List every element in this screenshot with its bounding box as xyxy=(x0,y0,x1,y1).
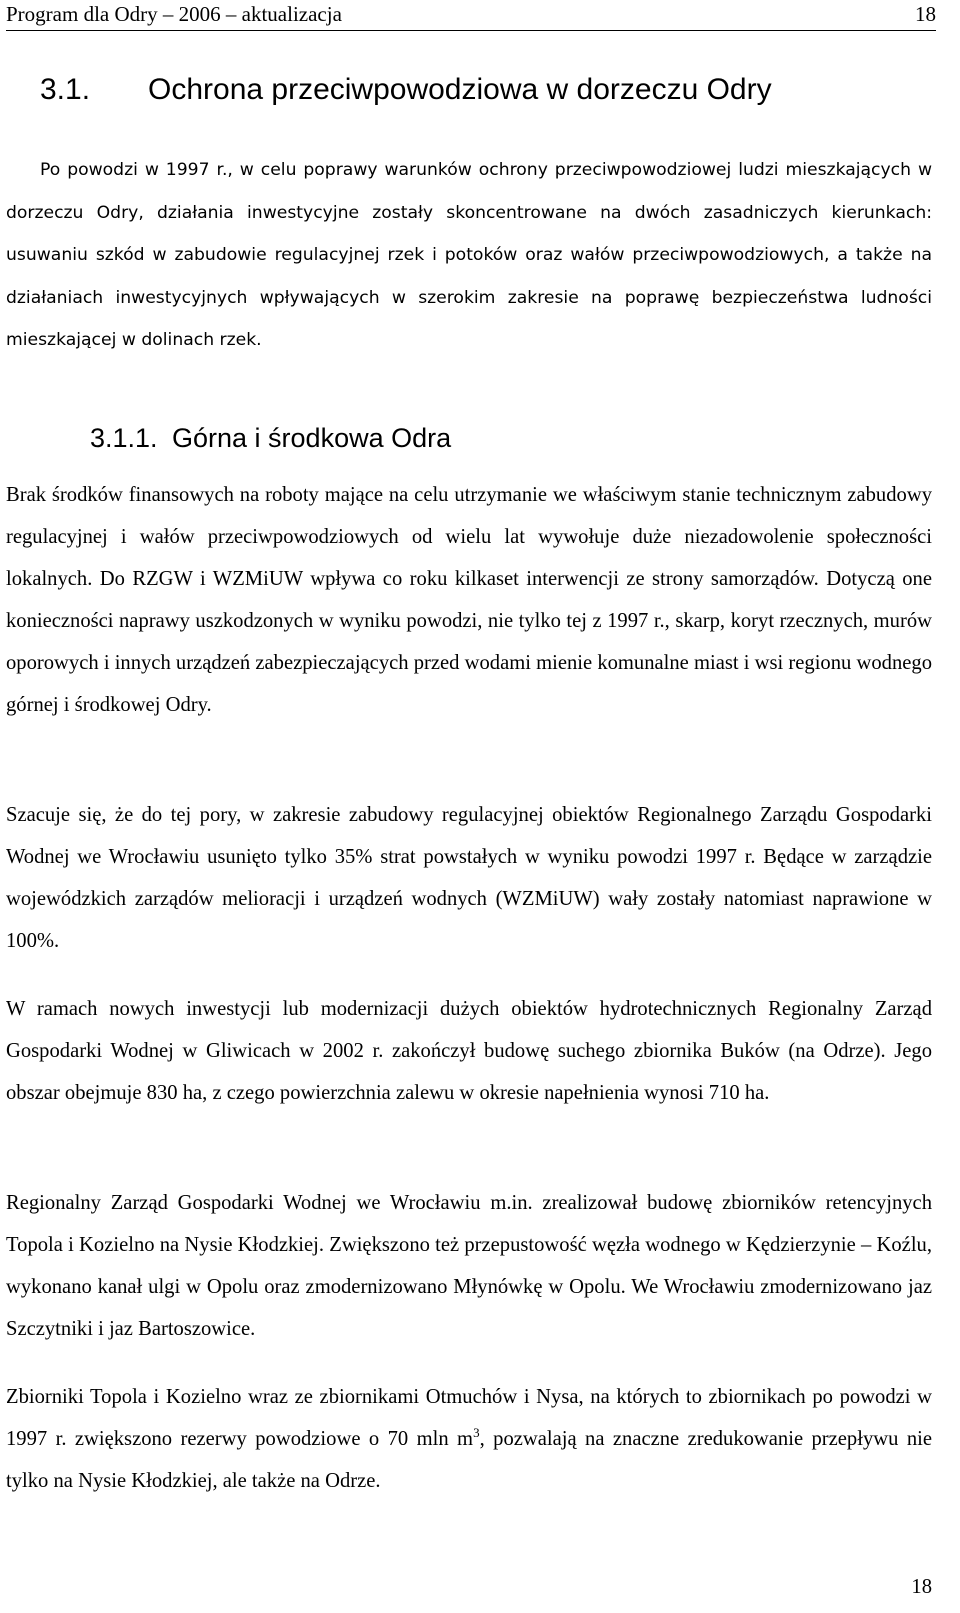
running-header xyxy=(6,0,936,31)
paragraph-1: Brak środków finansowych na roboty mające na celu utrzymanie we właściwym stanie technicznym zabudowy regulacyjnej i wałów przeciwpowodziowych od wielu lat wywołuje duże niezadowolenie społeczności lokalnych. Do RZGW i WZMiUW wpływa co roku kilkaset interwencji ze strony samorządów. Dotyczą one konieczności naprawy uszkodzonych w wyniku powodzi, nie tylko tej z 1997 r., skarp, koryt rzecznych, murów oporowych i innych urządzeń zabezpieczających przed wodami mienie komunalne miast i wsi regionu wodnego górnej i środkowej Odry. xyxy=(6,484,932,716)
section-number: 3.1. xyxy=(40,73,91,106)
section-intro-text: Po powodzi w 1997 r., w celu poprawy warunków ochrony przeciwpowodziowej ludzi mieszkających w dorzeczu Odry, działania inwestycyjne zostały skoncentrowane na dwóch zasadniczych kierunkach: usuwaniu szkód w zabudowie regulacyjnej rzek i potoków oraz wałów przeciwpowodziowych, a także na działaniach inwestycyjnych wpływających w szerokim zakresie na poprawę bezpieczeństwa ludności mieszkającej w dolinach rzek. xyxy=(6,160,932,350)
paragraph-2: Szacuje się, że do tej pory, w zakresie zabudowy regulacyjnej obiektów Regionalnego Zarządu Gospodarki Wodnej we Wrocławiu usunięto tylko 35% strat powstałych w wyniku powodzi 1997 r. Będące w zarządzie wojewódzkich zarządów melioracji i urządzeń wodnych (WZMiUW) wały zostały natomiast naprawione w 100%. xyxy=(6,804,932,952)
subsection-heading xyxy=(90,420,451,456)
section-title: Ochrona przeciwpowodziowa w dorzeczu Odry xyxy=(148,73,772,106)
subsection-number: 3.1.1. xyxy=(90,423,158,453)
section-heading xyxy=(40,70,772,110)
paragraph-4: Regionalny Zarząd Gospodarki Wodnej we Wrocławiu m.in. zrealizował budowę zbiorników retencyjnych Topola i Kozielno na Nysie Kłodzkiej. Zwiększono też przepustowość węzła wodnego w Kędzierzynie – Koźlu, wykonano kanał ulgi w Opolu oraz zmodernizowano Młynówkę w Opolu. We Wrocławiu zmodernizowano jaz Szczytniki i jaz Bartoszowice. xyxy=(6,1192,932,1340)
paragraph-3: W ramach nowych inwestycji lub modernizacji dużych obiektów hydrotechnicznych Regionalny Zarząd Gospodarki Wodnej w Gliwicach w 2002 r. zakończył budowę suchego zbiornika Buków (na Odrze). Jego obszar obejmuje 830 ha, z czego powierzchnia zalewu w okresie napełnienia wynosi 710 ha. xyxy=(6,998,932,1104)
paragraph-5-text-start: Zbiorniki Topola i Kozielno wraz ze zbiornikami Otmuchów i Nysa, na których to zbiornikach po powodzi w 1997 r. zwiększono rezerwy powodziowe o 70 mln m xyxy=(6,1386,932,1450)
running-header-title: Program dla Odry – 2006 – aktualizacja xyxy=(6,2,342,26)
subsection-title: Górna i środkowa Odra xyxy=(172,423,452,453)
paragraph-5 xyxy=(6,1376,932,1502)
section-intro-paragraph xyxy=(6,149,932,362)
paragraph-5-text-end: , pozwalają na znaczne zredukowanie przepływu nie tylko na Nysie Kłodzkiej, ale także na Odrze. xyxy=(6,1428,932,1492)
running-header-page-number: 18 xyxy=(915,2,936,26)
cubic-superscript: 3 xyxy=(473,1425,480,1441)
footer-page-number: 18 xyxy=(911,1576,932,1598)
